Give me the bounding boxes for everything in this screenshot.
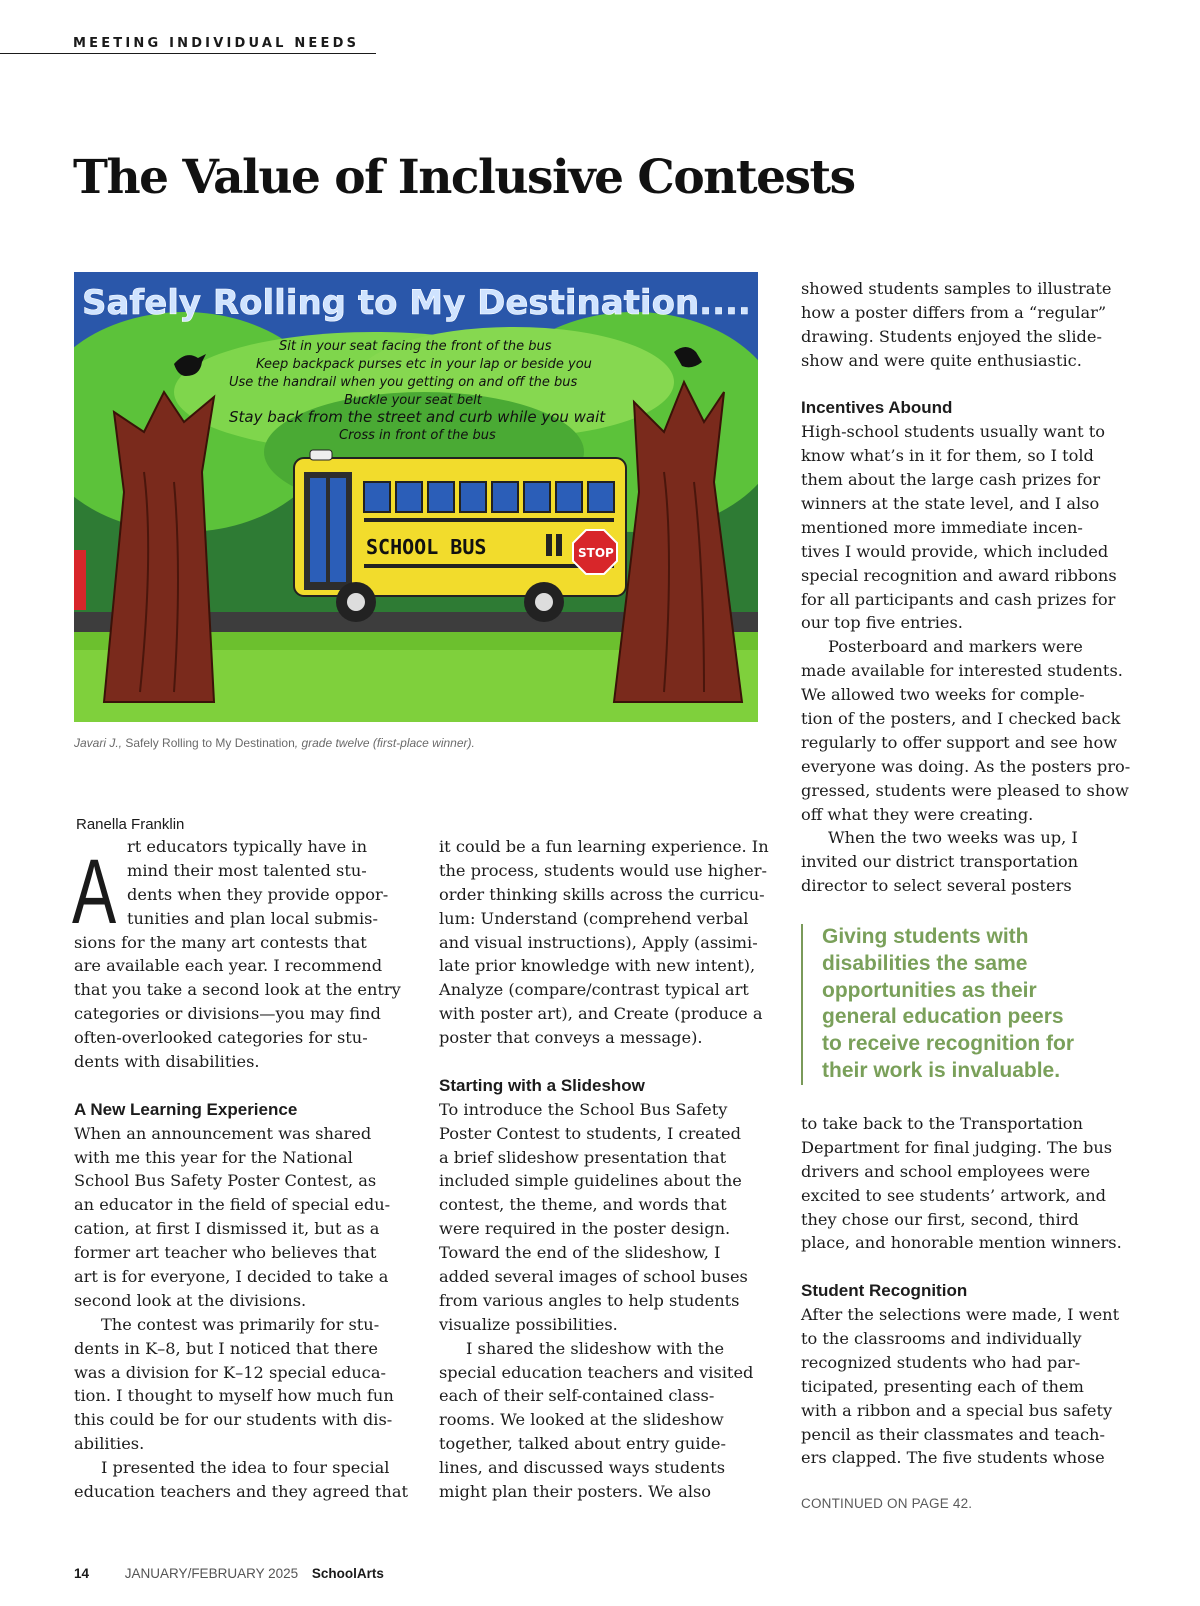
- page-footer: [74, 1566, 384, 1581]
- text-line: off what they were creating.: [801, 804, 1034, 824]
- pull-quote-line: to receive recognition for: [822, 1032, 1075, 1056]
- artwork-rule-line: Buckle your seat belt: [344, 393, 482, 408]
- text-line: them about the large cash prizes for: [801, 470, 1101, 490]
- column-3-bottom: [801, 1112, 1122, 1470]
- text-line: everyone was doing. As the posters pro-: [801, 756, 1131, 776]
- text-line: second look at the divisions.: [74, 1290, 307, 1310]
- subheading: A New Learning Experience: [74, 1099, 298, 1119]
- text-line: drawing. Students enjoyed the slide-: [801, 326, 1102, 346]
- text-line: how a poster differs from a “regular”: [801, 302, 1107, 322]
- text-line: ers clapped. The five students whose: [801, 1448, 1105, 1468]
- figure-caption: [74, 736, 475, 750]
- artwork-rule-line: Cross in front of the bus: [339, 428, 496, 443]
- text-line: Department for final judging. The bus: [801, 1137, 1113, 1157]
- text-line: late prior knowledge with new intent),: [439, 956, 756, 976]
- text-line: lum: Understand (comprehend verbal: [439, 908, 749, 928]
- bus-label: SCHOOL BUS: [366, 535, 487, 559]
- pull-quote-line: Giving students with: [822, 925, 1029, 948]
- caption-artwork-title: Safely Rolling to My Destination: [125, 736, 295, 750]
- author-byline: Ranella Franklin: [76, 816, 185, 833]
- text-line: former art teacher who believes that: [74, 1243, 377, 1263]
- text-line: cation, at first I dismissed it, but as a: [74, 1219, 380, 1239]
- text-line: sions for the many art contests that: [74, 932, 367, 952]
- text-line: special recognition and award ribbons: [801, 565, 1117, 585]
- text-line: are available each year. I recommend: [74, 956, 383, 976]
- tree-trunk-left: [104, 392, 214, 702]
- drop-cap: A: [72, 841, 117, 943]
- text-line: abilities.: [74, 1434, 145, 1454]
- text-line: show and were quite enthusiastic.: [801, 350, 1082, 370]
- text-line: special education teachers and visited: [439, 1362, 754, 1382]
- text-line: regularly to offer support and see how: [801, 732, 1118, 752]
- text-line: winners at the state level, and I also: [801, 494, 1100, 514]
- text-line: gressed, students were pleased to show: [801, 780, 1129, 800]
- text-line: We allowed two weeks for comple-: [801, 685, 1085, 705]
- section-label: MEETING INDIVIDUAL NEEDS: [73, 36, 360, 51]
- artwork-rule-line: Use the handrail when you getting on and off the bus: [229, 375, 578, 390]
- text-line: might plan their posters. We also: [439, 1482, 712, 1502]
- text-line: rooms. We looked at the slideshow: [439, 1410, 724, 1430]
- text-line: from various angles to help students: [439, 1290, 740, 1310]
- text-line: a brief slideshow presentation that: [439, 1147, 727, 1167]
- text-line: Toward the end of the slideshow, I: [439, 1243, 721, 1263]
- text-line: with a ribbon and a special bus safety: [801, 1400, 1113, 1420]
- poster-artwork-image: [74, 272, 758, 722]
- text-line: tion of the posters, and I checked back: [801, 709, 1121, 729]
- column-1: [74, 835, 408, 1504]
- text-line: To introduce the School Bus Safety: [439, 1099, 728, 1119]
- text-line: I presented the idea to four special: [101, 1458, 390, 1478]
- text-line: poster that conveys a message).: [439, 1028, 703, 1048]
- column-3-top: [801, 277, 1130, 898]
- text-line: were required in the poster design.: [439, 1219, 731, 1239]
- text-line: added several images of school buses: [439, 1267, 748, 1287]
- issue-date: JANUARY/FEBRUARY 2025: [124, 1566, 299, 1581]
- poster-artwork-svg: [74, 272, 758, 722]
- subheading: Starting with a Slideshow: [439, 1075, 645, 1095]
- text-line: When the two weeks was up, I: [828, 828, 1078, 848]
- text-line: director to select several posters: [801, 876, 1072, 896]
- page-number: 14: [74, 1566, 90, 1581]
- article-title: The Value of Inclusive Contests: [73, 150, 855, 205]
- section-rule: [0, 53, 376, 54]
- text-line: tion. I thought to myself how much fun: [74, 1386, 394, 1406]
- text-line: the process, students would use higher-: [439, 860, 767, 880]
- text-line: with poster art), and Create (produce a: [439, 1004, 763, 1024]
- stop-label: STOP: [578, 546, 614, 560]
- text-line: and visual instructions), Apply (assimi-: [439, 932, 758, 952]
- text-line: drivers and school employees were: [801, 1161, 1091, 1181]
- artwork-rule-line: Sit in your seat facing the front of the bus: [279, 339, 552, 354]
- caption-note: , grade twelve (first-place winner).: [294, 736, 475, 750]
- text-line: they chose our first, second, third: [801, 1209, 1079, 1229]
- text-line: dents with disabilities.: [74, 1052, 260, 1072]
- text-line: School Bus Safety Poster Contest, as: [74, 1171, 377, 1191]
- text-line: education teachers and they agreed that: [74, 1482, 408, 1502]
- pull-quote-line: general education peers: [822, 1005, 1064, 1029]
- text-line: place, and honorable mention winners.: [801, 1233, 1122, 1253]
- text-line: included simple guidelines about the: [439, 1171, 742, 1191]
- artwork-rule-line: Keep backpack purses etc in your lap or beside you: [256, 357, 592, 372]
- caption-artist: Javari J.,: [74, 736, 126, 750]
- pull-quote-line: disabilities the same: [822, 951, 1028, 975]
- text-line: Analyze (compare/contrast typical art: [439, 980, 749, 1000]
- text-line: invited our district transportation: [801, 852, 1079, 872]
- text-line: mentioned more immediate incen-: [801, 517, 1083, 537]
- text-line: each of their self-contained class-: [439, 1386, 715, 1406]
- artwork-rule-line: Stay back from the street and curb while you wait: [229, 408, 606, 426]
- magazine-name: SchoolArts: [311, 1566, 384, 1581]
- text-line: When an announcement was shared: [74, 1123, 372, 1143]
- text-line: pencil as their classmates and teach-: [801, 1424, 1105, 1444]
- text-line: made available for interested students.: [801, 661, 1123, 681]
- text-line: High-school students usually want to: [801, 422, 1106, 442]
- continued-note: CONTINUED ON PAGE 42.: [801, 1496, 973, 1511]
- red-car: [74, 550, 86, 610]
- text-line: with me this year for the National: [74, 1147, 353, 1167]
- text-line: together, talked about entry guide-: [439, 1434, 726, 1454]
- school-bus: [294, 450, 626, 622]
- subheading: Incentives Abound: [801, 398, 953, 418]
- text-line: an educator in the field of special edu-: [74, 1195, 391, 1215]
- text-line: categories or divisions—you may find: [74, 1004, 381, 1024]
- subheading: Student Recognition: [801, 1281, 968, 1301]
- text-line: order thinking skills across the curricu-: [439, 884, 765, 904]
- text-line: our top five entries.: [801, 613, 963, 633]
- text-line: ticipated, presenting each of them: [801, 1376, 1084, 1396]
- text-line: showed students samples to illustrate: [801, 279, 1112, 298]
- text-line: contest, the theme, and words that: [439, 1195, 727, 1215]
- pull-quote: [801, 924, 1131, 1085]
- text-line: tunities and plan local submis-: [127, 908, 378, 928]
- text-line: rt educators typically have in: [127, 837, 368, 856]
- text-line: lines, and discussed ways students: [439, 1458, 726, 1478]
- text-line: visualize possibilities.: [439, 1314, 618, 1334]
- text-line: tives I would provide, which included: [801, 541, 1109, 561]
- text-line: it could be a fun learning experience. In: [439, 837, 769, 856]
- text-line: know what’s in it for them, so I told: [801, 446, 1094, 466]
- pull-quote-line: their work is invaluable.: [822, 1058, 1061, 1082]
- text-line: to take back to the Transportation: [801, 1114, 1083, 1133]
- text-line: that you take a second look at the entry: [74, 980, 401, 1000]
- column-2: [439, 835, 769, 1504]
- text-line: Posterboard and markers were: [828, 637, 1083, 657]
- text-line: for all participants and cash prizes for: [801, 589, 1116, 609]
- artwork-title: Safely Rolling to My Destination....: [82, 283, 751, 323]
- text-line: this could be for our students with dis-: [74, 1410, 393, 1430]
- text-line: dents in K–8, but I noticed that there: [74, 1338, 378, 1358]
- text-line: dents when they provide oppor-: [127, 884, 389, 904]
- text-line: Poster Contest to students, I created: [439, 1123, 741, 1143]
- text-line: often-overlooked categories for stu-: [74, 1028, 368, 1048]
- text-line: After the selections were made, I went: [801, 1305, 1120, 1325]
- text-line: mind their most talented stu-: [127, 860, 367, 880]
- text-line: art is for everyone, I decided to take a: [74, 1267, 389, 1287]
- text-line: recognized students who had par-: [801, 1352, 1081, 1372]
- text-line: excited to see students’ artwork, and: [801, 1185, 1107, 1205]
- text-line: to the classrooms and individually: [801, 1329, 1082, 1349]
- text-line: I shared the slideshow with the: [466, 1338, 725, 1358]
- text-line: was a division for K–12 special educa-: [74, 1362, 386, 1382]
- text-line: The contest was primarily for stu-: [101, 1314, 380, 1334]
- pull-quote-line: opportunities as their: [822, 978, 1037, 1002]
